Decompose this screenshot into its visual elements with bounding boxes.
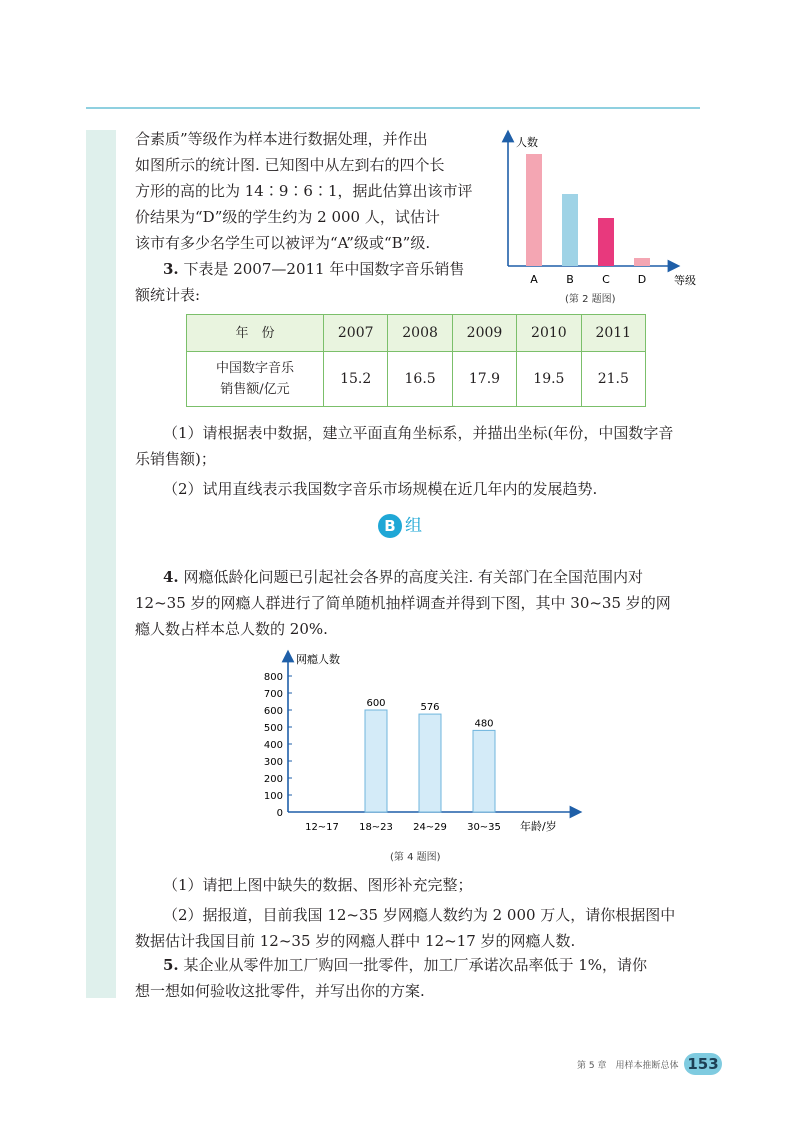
- x-tick-label: 12~17: [305, 822, 339, 833]
- text-line: 下表是 2007—2011 年中国数字音乐销售: [183, 260, 465, 278]
- y-tick-label: 100: [263, 791, 283, 802]
- text-line: 该市有多少名学生可以被评为“A”级或“B”级.: [135, 234, 431, 252]
- year-cell: 2011: [581, 315, 645, 352]
- text-line: （2）试用直线表示我国数字音乐市场规模在近几年内的发展趋势.: [163, 480, 598, 498]
- chapter-footer: 第 5 章 用样本推断总体: [577, 1061, 679, 1071]
- y-tick-label: 300: [263, 757, 283, 768]
- top-rule: [86, 107, 700, 109]
- row-header: 年 份: [187, 315, 324, 352]
- text-line: 某企业从零件加工厂购回一批零件，加工厂承诺次品率低于 1%，请你: [183, 956, 648, 974]
- text-line: 价结果为“D”级的学生约为 2 000 人，试估计: [135, 208, 440, 226]
- year-cell: 2009: [452, 315, 516, 352]
- y-tick-label: 600: [263, 706, 283, 717]
- q3-subquestions: [135, 420, 673, 502]
- year-cell: 2007: [324, 315, 388, 352]
- text-line: 合素质”等级作为样本进行数据处理，并作出: [135, 130, 428, 148]
- page-number: 153: [684, 1053, 722, 1075]
- group-label: 组: [405, 516, 422, 536]
- q4-subquestions: [135, 872, 675, 954]
- q3-text: [135, 256, 464, 308]
- question-number: 3.: [163, 260, 179, 278]
- y-tick-label: 200: [263, 774, 283, 785]
- y-tick-label: 800: [263, 672, 283, 683]
- data-label: 480: [474, 718, 494, 730]
- text-line: 想一想如何验收这批零件，并写出你的方案.: [135, 982, 425, 1000]
- question-number: 4.: [163, 568, 179, 586]
- text-line: 网瘾低龄化问题已引起社会各界的高度关注. 有关部门在全国范围内对: [183, 568, 643, 586]
- margin-band: [86, 130, 116, 998]
- text-line: （2）据报道，目前我国 12~35 岁网瘾人数约为 2 000 万人，请你根据图中: [163, 906, 676, 924]
- x-tick-label: 30~35: [467, 822, 501, 833]
- table-row: [187, 352, 646, 407]
- q5-text: [135, 952, 647, 1004]
- table-row: [187, 315, 646, 352]
- x-axis-label: 等级: [674, 274, 696, 287]
- value-cell: 17.9: [452, 352, 516, 407]
- x-axis-label: 年龄/岁: [520, 820, 557, 833]
- header-line: 中国数字音乐: [215, 361, 294, 376]
- row-header: [187, 352, 324, 407]
- data-label: 600: [366, 698, 386, 709]
- y-axis-label: 网瘾人数: [296, 653, 340, 666]
- data-label: 576: [420, 702, 440, 714]
- x-tick-label: C: [602, 273, 610, 286]
- q4-text: [135, 564, 671, 642]
- internet-addiction-bar-chart: [250, 646, 590, 846]
- value-cell: 19.5: [517, 352, 581, 407]
- sales-table: [186, 314, 646, 407]
- year-cell: 2008: [388, 315, 452, 352]
- year-cell: 2010: [517, 315, 581, 352]
- figure-2-caption: (第 2 题图): [565, 294, 616, 305]
- text-line: 数据估计我国目前 12~35 岁的网瘾人群中 12~17 岁的网瘾人数.: [135, 932, 576, 950]
- y-tick-label: 400: [263, 740, 283, 751]
- bar: [562, 194, 578, 266]
- text-line: （1）请把上图中缺失的数据、图形补充完整；: [163, 876, 473, 894]
- y-tick-label: 0: [276, 808, 283, 819]
- figure-4-caption: (第 4 题图): [390, 852, 441, 863]
- x-tick-label: D: [637, 273, 647, 286]
- bar: [419, 714, 441, 812]
- text-line: （1）请根据表中数据，建立平面直角坐标系，并描出坐标(年份，中国数字音: [163, 424, 674, 442]
- x-tick-label: 24~29: [413, 822, 447, 833]
- grade-bar-chart: [490, 126, 710, 291]
- q2-text: [135, 126, 473, 256]
- text-line: 额统计表:: [135, 286, 201, 304]
- y-tick-label: 500: [263, 723, 283, 734]
- text-line: 乐销售额)；: [135, 450, 216, 468]
- text-line: 瘾人数占样本总人数的 20%.: [135, 620, 328, 638]
- x-tick-label: 18~23: [359, 822, 393, 833]
- bar: [598, 218, 614, 266]
- group-badge: B: [378, 514, 402, 538]
- value-cell: 16.5: [388, 352, 452, 407]
- bar: [634, 258, 650, 266]
- text-line: 12~35 岁的网瘾人群进行了简单随机抽样调查并得到下图，其中 30~35 岁的网: [135, 594, 671, 612]
- text-line: 方形的高的比为 14∶9∶6∶1，据此估算出该市评: [135, 182, 473, 200]
- header-line: 销售额/亿元: [220, 382, 290, 397]
- question-number: 5.: [163, 956, 179, 974]
- y-axis-label: 人数: [516, 136, 538, 149]
- bar: [473, 730, 495, 812]
- text-line: 如图所示的统计图. 已知图中从左到右的四个长: [135, 156, 445, 174]
- x-tick-label: B: [566, 273, 574, 286]
- y-tick-label: 700: [263, 689, 283, 700]
- bar: [526, 154, 542, 266]
- value-cell: 21.5: [581, 352, 645, 407]
- x-tick-label: A: [530, 273, 538, 286]
- bar: [365, 710, 387, 812]
- value-cell: 15.2: [324, 352, 388, 407]
